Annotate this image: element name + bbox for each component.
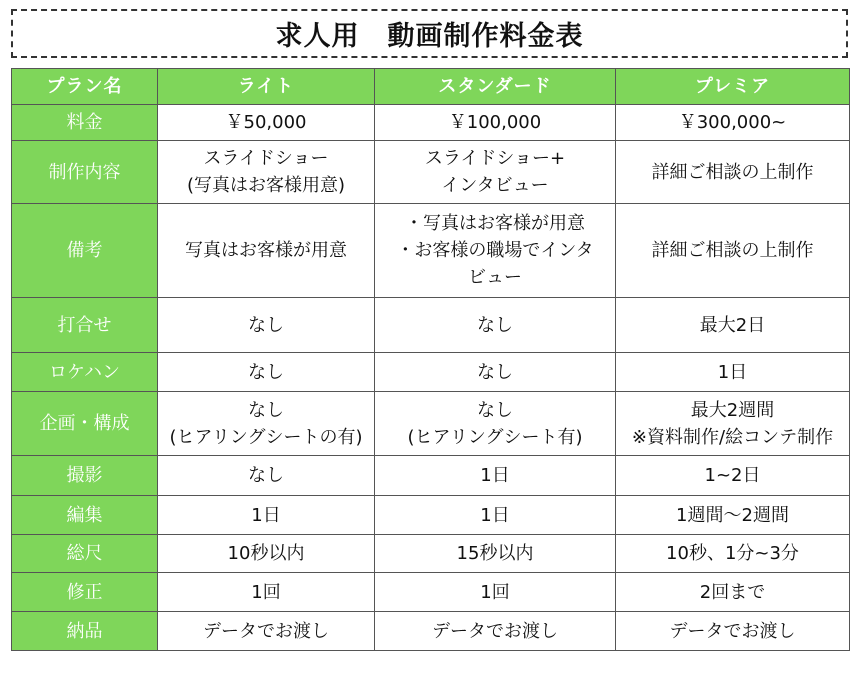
table-cell: 10秒、1分~3分 [616,535,850,573]
table-cell: 1回 [158,573,375,612]
table-cell: 1回 [375,573,616,612]
row-label: ロケハン [12,353,158,392]
table-cell: 1日 [616,353,850,392]
table-row [12,392,850,456]
table-cell: なし (ヒアリングシート有) [375,392,616,456]
table-row [12,353,850,392]
table-cell: なし (ヒアリングシートの有) [158,392,375,456]
table-cell: なし [158,298,375,353]
row-label: 総尺 [12,535,158,573]
row-label: 打合せ [12,298,158,353]
table-row [12,141,850,204]
table-cell: なし [158,353,375,392]
row-label: 納品 [12,612,158,651]
table-cell: 1日 [375,496,616,535]
title-box [11,9,848,58]
table-cell: なし [158,456,375,496]
table-cell: スライドショー+ インタビュー [375,141,616,204]
header-standard: スタンダード [375,69,616,105]
row-label: 編集 [12,496,158,535]
pricing-table [11,68,850,651]
table-cell: 10秒以内 [158,535,375,573]
row-label: 撮影 [12,456,158,496]
table-cell: スライドショー (写真はお客様用意) [158,141,375,204]
table-row [12,496,850,535]
table-row [12,612,850,651]
table-row [12,535,850,573]
table-cell: ￥300,000~ [616,105,850,141]
table-cell: 最大2週間 ※資料制作/絵コンテ制作 [616,392,850,456]
table-row [12,204,850,298]
table-row [12,456,850,496]
table-row [12,105,850,141]
table-cell: ￥100,000 [375,105,616,141]
table-cell: ・写真はお客様が用意 ・お客様の職場でインタ ビュー [375,204,616,298]
table-cell: 1~2日 [616,456,850,496]
table-cell: なし [375,353,616,392]
page-title: 求人用 動画制作料金表 [275,21,584,52]
table-cell: 1日 [375,456,616,496]
table-cell: データでお渡し [158,612,375,651]
header-premier: プレミア [616,69,850,105]
table-cell: 2回まで [616,573,850,612]
table-cell: 1週間～2週間 [616,496,850,535]
table-cell: 1日 [158,496,375,535]
table-cell: データでお渡し [616,612,850,651]
table-header-row [12,69,850,105]
table-cell: なし [375,298,616,353]
row-label: 備考 [12,204,158,298]
row-label: 料金 [12,105,158,141]
row-label: 制作内容 [12,141,158,204]
table-cell: 詳細ご相談の上制作 [616,204,850,298]
table-cell: ￥50,000 [158,105,375,141]
table-row [12,298,850,353]
table-cell: 写真はお客様が用意 [158,204,375,298]
table-cell: 15秒以内 [375,535,616,573]
row-label: 企画・構成 [12,392,158,456]
header-light: ライト [158,69,375,105]
row-label: 修正 [12,573,158,612]
table-row [12,573,850,612]
table-cell: データでお渡し [375,612,616,651]
table-cell: 最大2日 [616,298,850,353]
table-cell: 詳細ご相談の上制作 [616,141,850,204]
header-plan-name: プラン名 [12,69,158,105]
